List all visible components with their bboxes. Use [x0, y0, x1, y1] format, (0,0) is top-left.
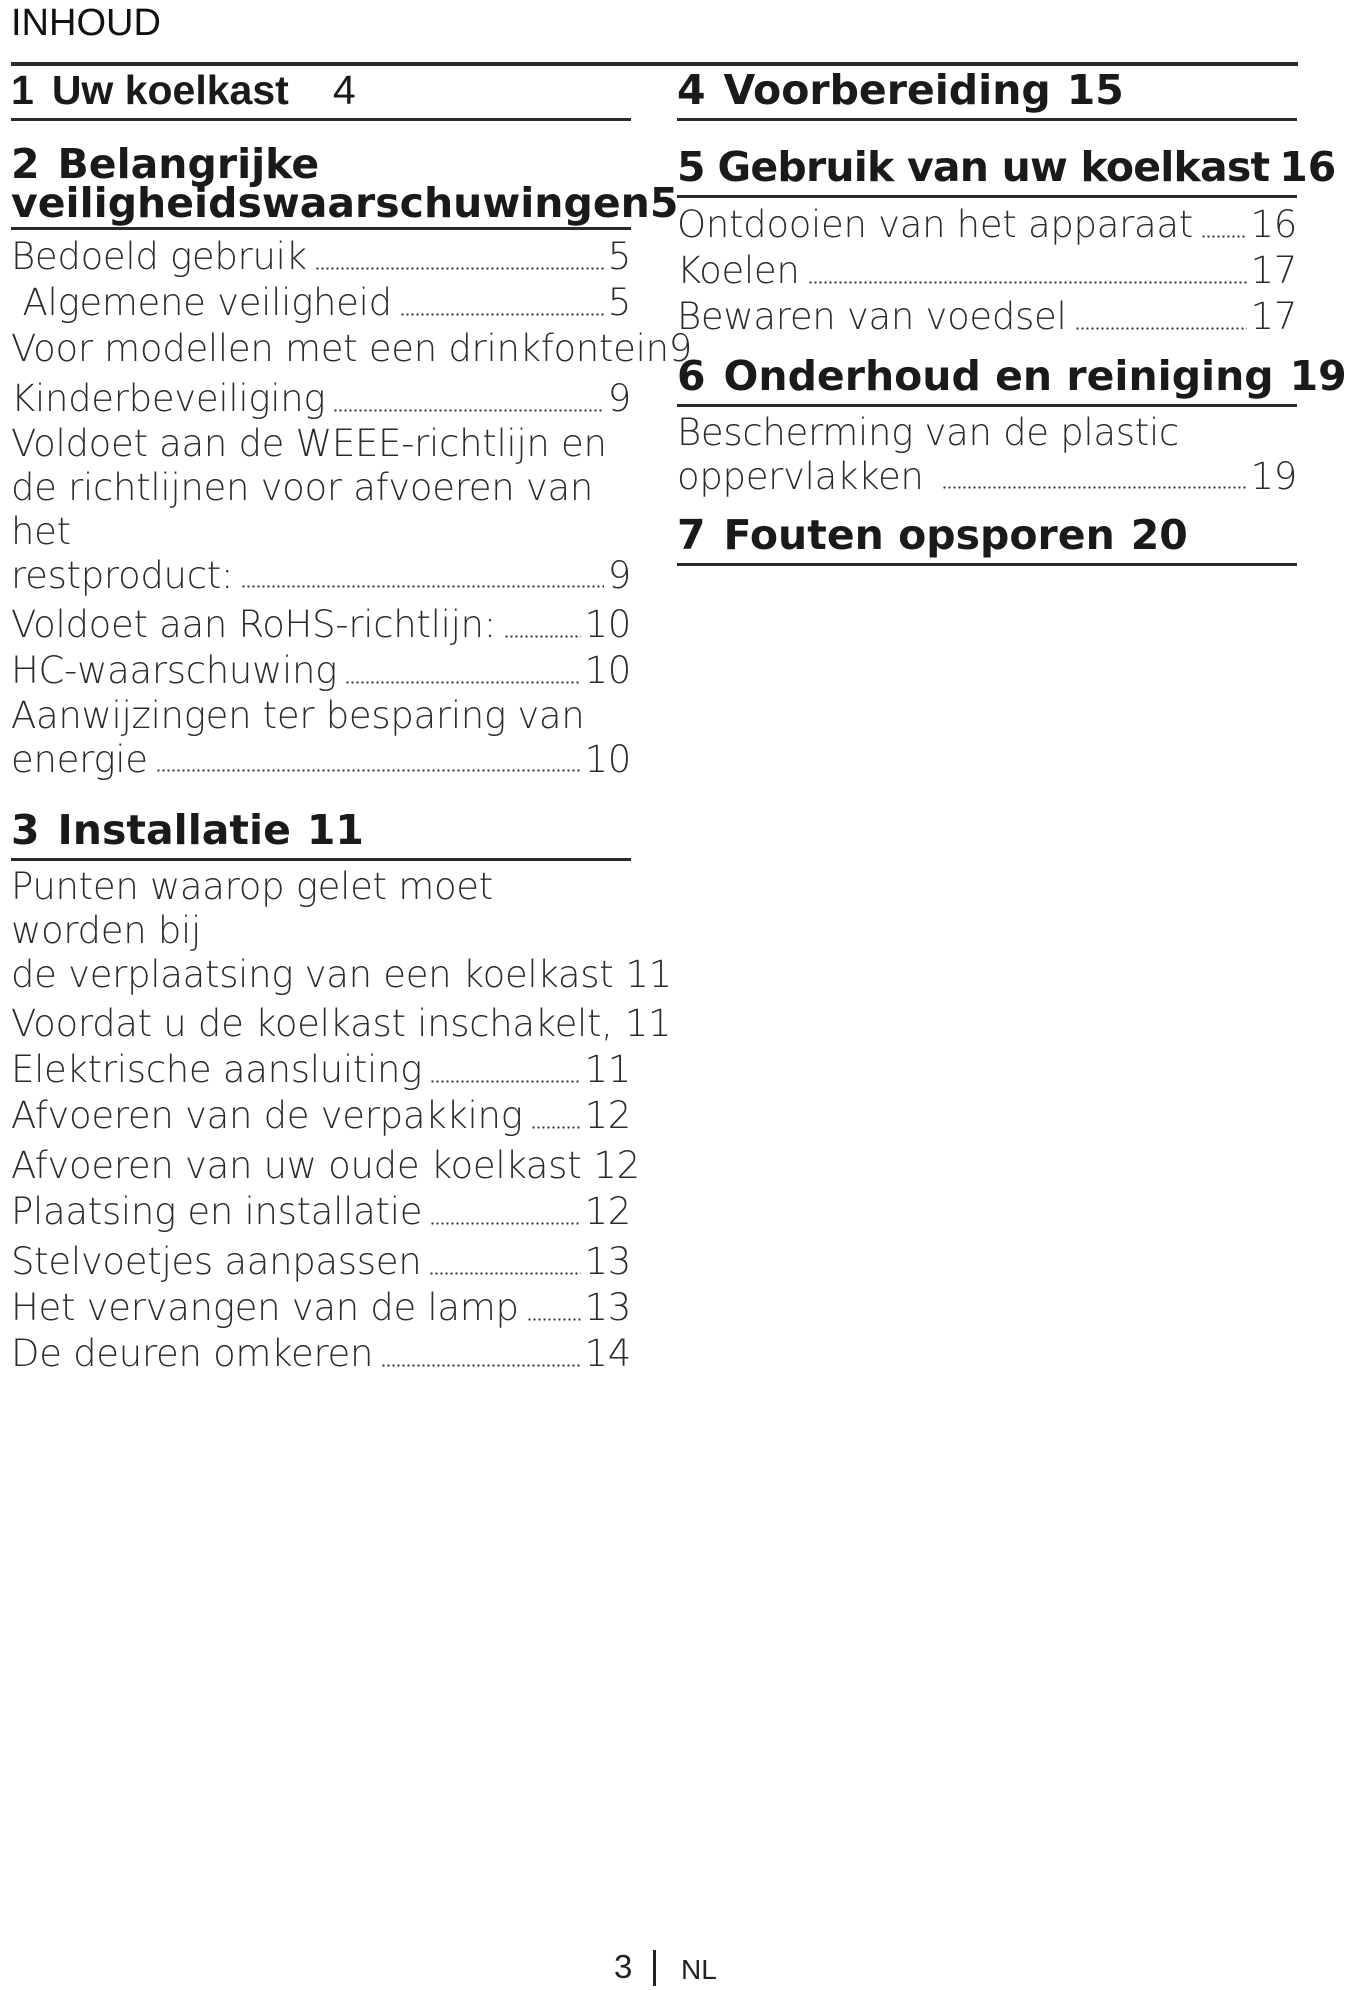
section-title: Gebruik van uw koelkast — [717, 143, 1270, 191]
toc-section-6 — [677, 340, 1347, 499]
entry-text: Het vervangen van de lamp — [11, 1286, 519, 1329]
toc-entry[interactable] — [11, 1047, 631, 1093]
entry-page: 19 — [1250, 455, 1297, 498]
entry-text: Voor modellen met een drinkfontein — [11, 327, 669, 370]
section-number: 1 — [11, 67, 34, 113]
section-number: 5 — [677, 143, 706, 191]
entry-page: 12 — [584, 1190, 631, 1233]
toc-entry[interactable] — [11, 865, 672, 997]
dot-leader — [315, 267, 604, 270]
entry-page: 12 — [584, 1094, 631, 1137]
entry-text: Algemene veiligheid — [11, 281, 392, 324]
toc-section-4 — [677, 62, 1297, 121]
dot-leader — [527, 1318, 581, 1321]
toc-entry[interactable] — [11, 1001, 672, 1047]
entry-text: Voldoet aan RoHS-richtlijn: — [11, 603, 496, 646]
toc-entry[interactable] — [11, 280, 631, 326]
toc-entry[interactable] — [11, 1093, 631, 1139]
section-number: 4 — [677, 66, 706, 114]
section-title-line2: veiligheidswaarschuwingen — [11, 179, 650, 227]
page-title: INHOUD — [11, 2, 161, 44]
toc-left-column — [11, 62, 692, 1377]
section-number: 6 — [677, 352, 706, 400]
entry-page: 9 — [668, 327, 692, 370]
section-page: 19 — [1289, 352, 1347, 400]
entry-text: oppervlakken — [677, 455, 924, 498]
entry-text: Afvoeren van uw oude koelkast — [11, 1144, 582, 1187]
toc-entry[interactable] — [11, 648, 631, 694]
toc-entry[interactable] — [11, 1331, 631, 1377]
toc-section-3 — [11, 782, 672, 1377]
dot-leader — [241, 585, 604, 588]
toc-entry[interactable] — [11, 602, 631, 648]
entry-text-line: Bescherming van de plastic — [677, 411, 1179, 454]
toc-section-2 — [11, 121, 692, 782]
entry-text: Koelen — [677, 249, 800, 292]
dot-leader — [504, 635, 581, 638]
section-page: 16 — [1279, 143, 1337, 191]
entry-text: Elektrische aansluiting — [11, 1048, 423, 1091]
entry-text: HC-waarschuwing — [11, 649, 338, 692]
entry-text: Voordat u de koelkast inschakelt, — [11, 1002, 613, 1045]
footer-page-number: 3 — [614, 1948, 633, 1985]
entry-text: energie — [11, 738, 148, 781]
section-title: Voorbereiding — [723, 66, 1051, 114]
entry-page: 9 — [607, 554, 631, 597]
toc-section-7 — [677, 499, 1297, 566]
entry-text: restproduct: — [11, 554, 234, 597]
entry-text: Stelvoetjes aanpassen — [11, 1240, 422, 1283]
section-heading[interactable] — [677, 499, 1297, 566]
section-page: 5 — [649, 179, 679, 227]
section-entries — [677, 198, 1297, 340]
toc-entry[interactable] — [11, 376, 631, 422]
dot-leader — [942, 486, 1247, 489]
dot-leader — [400, 313, 604, 316]
section-page: 20 — [1130, 511, 1188, 559]
entry-page: 11 — [624, 1002, 672, 1045]
toc-entry[interactable] — [11, 1189, 631, 1235]
toc-entry[interactable] — [677, 411, 1297, 499]
entry-text: Bewaren van voedsel — [677, 295, 1067, 338]
entry-page: 10 — [584, 649, 631, 692]
toc-entry[interactable] — [11, 694, 631, 782]
section-entries — [677, 407, 1297, 499]
section-page: 4 — [332, 67, 356, 113]
entry-page: 16 — [1250, 203, 1297, 246]
section-title-line1: Belangrijke — [57, 140, 320, 188]
entry-page: 5 — [607, 235, 631, 278]
toc-entry[interactable] — [11, 234, 631, 280]
entry-page: 13 — [584, 1286, 631, 1329]
entry-text-line: Voldoet aan de WEEE-richtlijn en — [11, 422, 607, 465]
toc-entry[interactable] — [677, 202, 1297, 248]
section-heading[interactable] — [677, 340, 1347, 407]
section-page: 15 — [1066, 66, 1124, 114]
dot-leader — [808, 281, 1247, 284]
toc-section-5 — [677, 121, 1337, 340]
dot-leader — [531, 1126, 581, 1129]
entry-text-line: Punten waarop gelet moet worden bij — [11, 865, 493, 952]
dot-leader — [430, 1080, 580, 1083]
entry-text-line: Aanwijzingen ter besparing van — [11, 694, 585, 737]
dot-leader — [1201, 235, 1247, 238]
section-number: 3 — [11, 806, 40, 854]
section-title: Onderhoud en reiniging — [723, 352, 1274, 400]
dot-leader — [429, 1272, 580, 1275]
entry-page: 12 — [593, 1144, 640, 1187]
dot-leader — [156, 769, 581, 772]
entry-page: 11 — [584, 1048, 631, 1091]
entry-page: 10 — [584, 603, 631, 646]
entry-text-line: de richtlijnen voor afvoeren van het — [11, 466, 594, 553]
toc-entry[interactable] — [11, 422, 631, 598]
dot-leader — [381, 1364, 580, 1367]
footer-language: NL — [681, 1954, 717, 1985]
entry-page: 17 — [1250, 295, 1297, 338]
dot-leader — [345, 681, 580, 684]
entry-page: 14 — [584, 1332, 631, 1375]
entry-text: de verplaatsing van een koelkast — [11, 953, 614, 996]
section-page: 11 — [306, 806, 364, 854]
section-heading[interactable] — [11, 121, 679, 230]
entry-page: 10 — [584, 738, 631, 781]
toc-entry[interactable] — [11, 1143, 640, 1189]
page-header — [11, 0, 1298, 66]
toc-entry[interactable] — [677, 294, 1297, 340]
dot-leader — [430, 1222, 580, 1225]
entry-page: 11 — [625, 953, 672, 996]
entry-text: Kinderbeveiliging — [11, 377, 326, 420]
toc-entry[interactable] — [11, 1285, 631, 1331]
section-number: 7 — [677, 511, 706, 559]
toc-entry[interactable] — [11, 326, 692, 372]
section-title: Fouten opsporen — [723, 511, 1115, 559]
entry-text: De deuren omkeren — [11, 1332, 374, 1375]
section-heading[interactable] — [11, 782, 631, 861]
entry-text: Ontdooien van het apparaat — [677, 203, 1193, 246]
entry-text: Plaatsing en installatie — [11, 1190, 423, 1233]
section-heading[interactable] — [11, 62, 631, 121]
section-entries — [11, 861, 672, 1377]
toc-right-column — [677, 62, 1347, 566]
toc-section-1 — [11, 62, 631, 121]
footer-divider — [653, 1950, 656, 1986]
entry-page: 13 — [584, 1240, 631, 1283]
toc-entry[interactable] — [677, 248, 1297, 294]
entry-page: 5 — [607, 281, 631, 324]
section-title: Installatie — [57, 806, 291, 854]
section-title: Uw koelkast — [51, 67, 289, 113]
entry-page: 17 — [1250, 249, 1297, 292]
entry-text: Bedoeld gebruik — [11, 235, 307, 278]
dot-leader — [333, 409, 604, 412]
section-number: 2 — [11, 140, 40, 188]
toc-entry[interactable] — [11, 1239, 631, 1285]
section-heading[interactable] — [677, 62, 1297, 121]
section-entries — [11, 230, 692, 782]
section-heading[interactable] — [677, 121, 1337, 198]
entry-text: Afvoeren van de verpakking — [11, 1094, 523, 1137]
entry-page: 9 — [607, 377, 631, 420]
dot-leader — [1075, 327, 1247, 330]
